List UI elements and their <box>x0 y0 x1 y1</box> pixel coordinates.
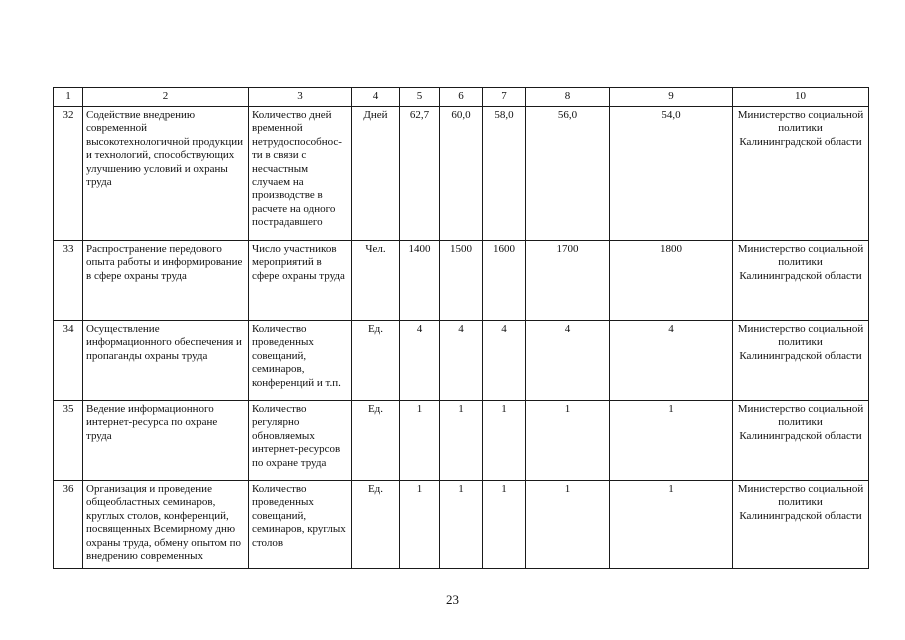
activity-cell: Осуществление информационного обеспечения и пропаганды охраны труда <box>83 321 249 401</box>
responsible-cell: Министерство социальной политики Калининградской области <box>733 321 869 401</box>
row-number: 33 <box>54 241 83 321</box>
value-col6: 60,0 <box>440 107 483 241</box>
table-row <box>54 321 869 401</box>
value-col8: 1700 <box>526 241 610 321</box>
value-col8: 56,0 <box>526 107 610 241</box>
column-number-row <box>54 88 869 107</box>
value-col9: 1 <box>610 481 733 569</box>
table-row <box>54 401 869 481</box>
value-col9: 1800 <box>610 241 733 321</box>
value-col5: 62,7 <box>400 107 440 241</box>
value-col6: 4 <box>440 321 483 401</box>
indicator-cell: Число участников мероприятий в сфере охраны труда <box>249 241 352 321</box>
value-col9: 4 <box>610 321 733 401</box>
activity-cell: Распространение передового опыта работы и информирование в сфере охраны труда <box>83 241 249 321</box>
unit-cell: Ед. <box>352 481 400 569</box>
row-number: 36 <box>54 481 83 569</box>
value-col8: 1 <box>526 401 610 481</box>
unit-cell: Ед. <box>352 321 400 401</box>
column-header-8: 8 <box>526 88 610 107</box>
value-col5: 1400 <box>400 241 440 321</box>
responsible-cell: Министерство социальной политики Калининградской области <box>733 401 869 481</box>
responsible-cell: Министерство социальной политики Калининградской области <box>733 481 869 569</box>
indicator-cell: Количество проведенных совещаний, семинаров, круглых столов <box>249 481 352 569</box>
unit-cell: Чел. <box>352 241 400 321</box>
row-number: 34 <box>54 321 83 401</box>
program-indicators-table <box>53 87 869 569</box>
row-number: 35 <box>54 401 83 481</box>
value-col8: 4 <box>526 321 610 401</box>
value-col6: 1 <box>440 481 483 569</box>
value-col9: 1 <box>610 401 733 481</box>
unit-cell: Ед. <box>352 401 400 481</box>
responsible-cell: Министерство социальной политики Калининградской области <box>733 241 869 321</box>
value-col7: 1 <box>483 401 526 481</box>
unit-cell: Дней <box>352 107 400 241</box>
column-header-1: 1 <box>54 88 83 107</box>
value-col5: 1 <box>400 481 440 569</box>
row-number: 32 <box>54 107 83 241</box>
indicator-cell: Количество дней временной нетрудоспособнос-ти в связи с несчастным случаем на производстве в расчете на одного пострадавшего <box>249 107 352 241</box>
column-header-10: 10 <box>733 88 869 107</box>
activity-cell: Содействие внедрению современной высокотехнологичной продукции и технологий, способствующих улучшению условий и охраны труда <box>83 107 249 241</box>
indicator-cell: Количество проведенных совещаний, семинаров, конференций и т.п. <box>249 321 352 401</box>
activity-cell: Ведение информационного интернет-ресурса по охране труда <box>83 401 249 481</box>
column-header-6: 6 <box>440 88 483 107</box>
value-col6: 1500 <box>440 241 483 321</box>
value-col5: 4 <box>400 321 440 401</box>
value-col8: 1 <box>526 481 610 569</box>
value-col7: 4 <box>483 321 526 401</box>
column-header-2: 2 <box>83 88 249 107</box>
page-number: 23 <box>446 592 459 607</box>
value-col7: 1600 <box>483 241 526 321</box>
value-col5: 1 <box>400 401 440 481</box>
responsible-cell: Министерство социальной политики Калининградской области <box>733 107 869 241</box>
column-header-9: 9 <box>610 88 733 107</box>
column-header-5: 5 <box>400 88 440 107</box>
table-row <box>54 107 869 241</box>
value-col7: 1 <box>483 481 526 569</box>
value-col6: 1 <box>440 401 483 481</box>
column-header-7: 7 <box>483 88 526 107</box>
indicator-cell: Количество регулярно обновляемых интернет-ресурсов по охране труда <box>249 401 352 481</box>
activity-cell: Организация и проведение общеобластных семинаров, круглых столов, конференций, посвященных Всемирному дню охраны труда, обмену опытом по внедрению современных <box>83 481 249 569</box>
value-col7: 58,0 <box>483 107 526 241</box>
value-col9: 54,0 <box>610 107 733 241</box>
column-header-3: 3 <box>249 88 352 107</box>
table-row <box>54 241 869 321</box>
table-row <box>54 481 869 569</box>
column-header-4: 4 <box>352 88 400 107</box>
